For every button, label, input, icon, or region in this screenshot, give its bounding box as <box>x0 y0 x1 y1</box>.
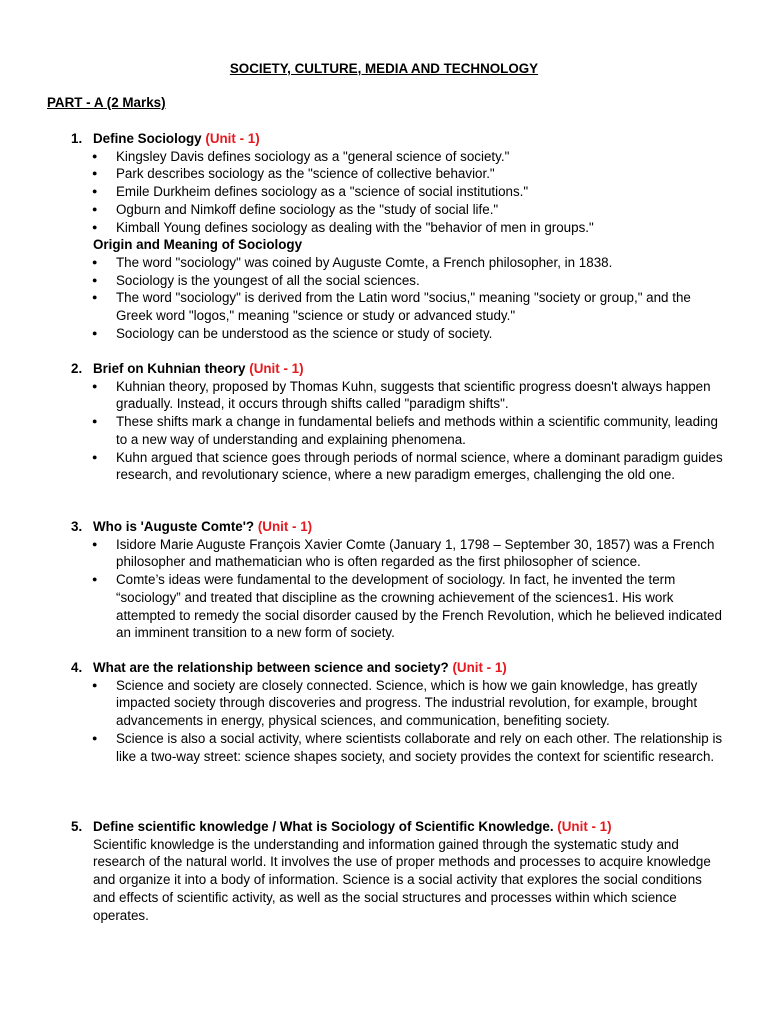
bullet-list <box>47 536 727 642</box>
list-item: ● These shifts mark a change in fundamental beliefs and methods within a scientific community, leading to a new way of understanding and explaining phenomena. <box>92 413 727 448</box>
list-item: ● Park describes sociology as the "science of collective behavior." <box>92 165 727 183</box>
list-item: ● Isidore Marie Auguste François Xavier Comte (January 1, 1798 – September 30, 1857) was a French philosopher and mathematician who is often regarded as the first philosopher of science. <box>92 536 727 571</box>
unit-tag: (Unit - 1) <box>557 819 612 834</box>
list-item: ● Kingsley Davis defines sociology as a "general science of society." <box>92 148 727 166</box>
question-heading <box>47 360 727 378</box>
question-title: Define Sociology <box>93 131 202 146</box>
list-item: ● Kimball Young defines sociology as dealing with the "behavior of men in groups." <box>92 219 727 237</box>
unit-tag: (Unit - 1) <box>257 519 313 534</box>
bullet-list <box>47 677 727 766</box>
question-heading <box>47 130 727 148</box>
answer-paragraph: Scientific knowledge is the understanding and information gained through the systematic study and research of the natural world. It involves the use of proper methods and processes to acquire knowledge and organize it into a body of information. Science is a social activity that explores the social conditions and effects of scientific activity, as well as the social structures and processes within which science operates. <box>93 836 711 923</box>
question-3 <box>47 518 727 642</box>
question-number: 2. <box>71 361 83 376</box>
question-heading <box>47 659 727 677</box>
question-2 <box>47 360 727 484</box>
list-item: ● The word "sociology" is derived from the Latin word "socius," meaning "society or group," and the Greek word "logos," meaning "science or study or advanced study." <box>92 289 727 324</box>
list-item: ● Science is also a social activity, where scientists collaborate and rely on each other. The relationship is like a two-way street: science shapes society, and society provides the context for scientific research. <box>92 730 727 765</box>
document-title: SOCIETY, CULTURE, MEDIA AND TECHNOLOGY <box>229 61 539 76</box>
part-heading: PART - A (2 Marks) <box>47 95 166 110</box>
question-title: What are the relationship between science and society? <box>93 660 449 675</box>
unit-tag: (Unit - 1) <box>205 131 260 146</box>
question-title: Brief on Kuhnian theory <box>93 361 246 376</box>
list-item: ● Emile Durkheim defines sociology as a "science of social institutions." <box>92 183 727 201</box>
list-item: ● Sociology can be understood as the science or study of society. <box>92 325 727 343</box>
unit-tag: (Unit - 1) <box>249 361 304 376</box>
question-title: Who is 'Auguste Comte'? <box>93 519 255 534</box>
question-4 <box>47 659 727 765</box>
list-item: ● Kuhn argued that science goes through periods of normal science, where a dominant paradigm guides research, and revolutionary science, where a new paradigm emerges, challenging the old one. <box>92 449 727 484</box>
subheading: Origin and Meaning of Sociology <box>93 237 303 253</box>
question-heading <box>47 818 727 836</box>
question-number: 4. <box>71 660 83 675</box>
question-number: 5. <box>71 819 83 834</box>
bullet-list <box>47 148 727 237</box>
unit-tag: (Unit - 1) <box>452 660 507 675</box>
question-heading <box>47 518 727 536</box>
question-1 <box>47 130 727 342</box>
question-number: 3. <box>71 519 83 534</box>
list-item: ● Science and society are closely connected. Science, which is how we gain knowledge, has greatly impacted society through discoveries and progress. The industrial revolution, for example, brought advancements in energy, physical sciences, and communication, benefiting society. <box>92 677 727 730</box>
question-title: Define scientific knowledge / What is Sociology of Scientific Knowledge. <box>93 819 554 834</box>
list-item: ● Ogburn and Nimkoff define sociology as the "study of social life." <box>92 201 727 219</box>
question-5 <box>47 818 727 924</box>
list-item: ● Kuhnian theory, proposed by Thomas Kuhn, suggests that scientific progress doesn't always happen gradually. Instead, it occurs through shifts called "paradigm shifts". <box>92 378 727 413</box>
question-number: 1. <box>71 131 83 146</box>
list-item: ● Comte’s ideas were fundamental to the development of sociology. In fact, he invented the term “sociology” and treated that discipline as the crowning achievement of the sciences1. His work attempted to remedy the social disorder caused by the French Revolution, which he believed indicated an imminent transition to a new form of society. <box>92 571 727 642</box>
bullet-list <box>47 378 727 484</box>
list-item: ● Sociology is the youngest of all the social sciences. <box>92 272 727 290</box>
list-item: ● The word "sociology" was coined by Auguste Comte, a French philosopher, in 1838. <box>92 254 727 272</box>
bullet-list <box>47 254 727 343</box>
